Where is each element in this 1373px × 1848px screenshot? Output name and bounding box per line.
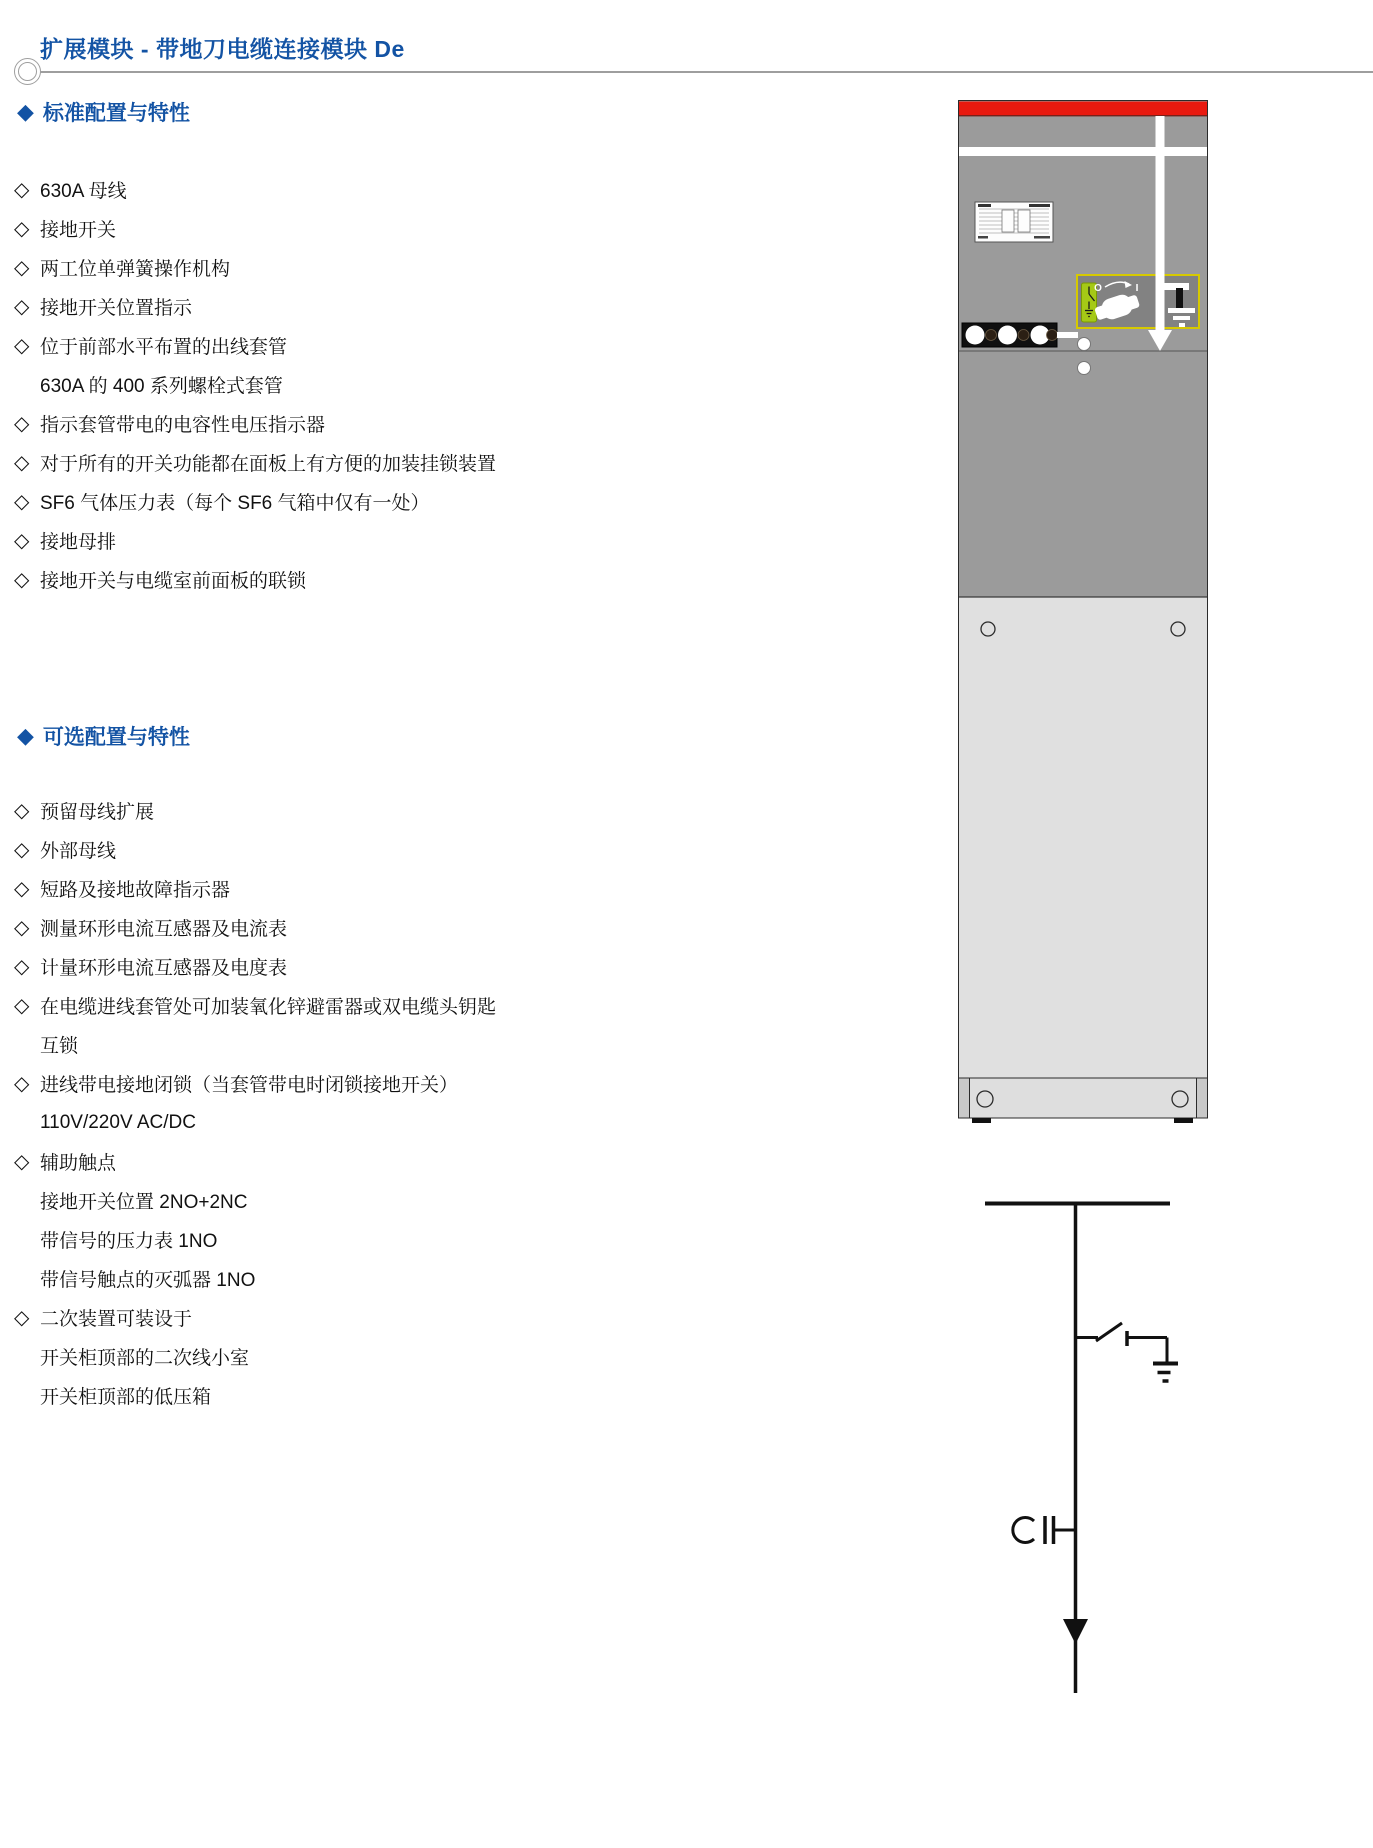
list-item-text: 短路及接地故障指示器 xyxy=(40,880,231,901)
diamond-bullet-icon: ◇ xyxy=(14,451,30,474)
indicator-lamp xyxy=(1078,338,1091,351)
divider-ring-icon xyxy=(14,58,41,85)
list-item-text: 位于前部水平布置的出线套管 xyxy=(40,337,288,358)
mimic-busbar-line xyxy=(959,147,1207,156)
heading-diamond-icon: ◆ xyxy=(17,723,34,748)
diamond-bullet-icon: ◇ xyxy=(14,1150,30,1173)
diamond-bullet-icon: ◇ xyxy=(14,877,30,900)
list-item xyxy=(14,1103,734,1142)
diamond-bullet-icon: ◇ xyxy=(14,955,30,978)
diamond-bullet-icon: ◇ xyxy=(14,529,30,552)
list-item-text: 630A 母线 xyxy=(40,181,127,202)
indicator-lamp xyxy=(1078,362,1091,375)
list-item xyxy=(14,170,734,209)
list-item xyxy=(14,365,734,404)
list-item xyxy=(14,248,734,287)
cable-compartment-door xyxy=(959,597,1207,1078)
list-item xyxy=(14,1181,734,1220)
list-item xyxy=(14,908,734,947)
list-item-text: 进线带电接地闭锁（当套管带电时闭锁接地开关） xyxy=(40,1075,459,1096)
list-item-text: 两工位单弹簧操作机构 xyxy=(40,259,231,280)
list-item xyxy=(14,1025,734,1064)
diamond-bullet-icon: ◇ xyxy=(14,217,30,240)
knob-label-off: O xyxy=(1094,283,1102,294)
list-item xyxy=(14,209,734,248)
diamond-bullet-icon: ◇ xyxy=(14,799,30,822)
list-item-text: SF6 气体压力表（每个 SF6 气箱中仅有一处） xyxy=(40,493,430,514)
list-item-text: 带信号触点的灭弧器 1NO xyxy=(40,1270,256,1291)
diamond-bullet-icon: ◇ xyxy=(14,178,30,201)
list-item-text: 对于所有的开关功能都在面板上有方便的加装挂锁装置 xyxy=(40,454,497,475)
list-item xyxy=(14,560,734,599)
list-item xyxy=(14,986,734,1025)
cabinet-figure xyxy=(958,100,1208,1125)
list-item-text: 开关柜顶部的二次线小室 xyxy=(40,1348,250,1369)
list-item-text: 辅助触点 xyxy=(40,1153,117,1174)
list-item-text: 外部母线 xyxy=(40,841,117,862)
stripe-shadow xyxy=(959,115,1207,116)
list-item-text: 接地开关位置指示 xyxy=(40,298,193,319)
list-item xyxy=(14,1376,734,1415)
list-item-text: 指示套管带电的电容性电压指示器 xyxy=(40,415,326,436)
page-title: 扩展模块 - 带地刀电缆连接模块 De xyxy=(40,36,405,62)
list-item xyxy=(14,326,734,365)
list-item-text: 带信号的压力表 1NO xyxy=(40,1231,218,1252)
nameplate xyxy=(975,202,1053,242)
section-heading-text: 可选配置与特性 xyxy=(42,726,190,749)
list-item-text: 在电缆进线套管处可加装氧化锌避雷器或双电缆头钥匙 xyxy=(40,997,497,1018)
list-item xyxy=(14,1064,734,1103)
list-item-text: 接地开关与电缆室前面板的联锁 xyxy=(40,571,307,592)
voltage-indicator-symbol xyxy=(1013,1516,1074,1544)
feature-list-optional xyxy=(14,791,734,1415)
schematic-figure xyxy=(985,1195,1185,1705)
list-item-text: 二次装置可装设于 xyxy=(40,1309,193,1330)
section-heading-standard xyxy=(17,97,190,127)
feature-list-standard xyxy=(14,170,734,599)
list-item-text: 预留母线扩展 xyxy=(40,802,155,823)
list-item-text: 接地开关 xyxy=(40,220,117,241)
cable-arrow-icon xyxy=(1063,1619,1088,1644)
list-item xyxy=(14,947,734,986)
diamond-bullet-icon: ◇ xyxy=(14,256,30,279)
diamond-bullet-icon: ◇ xyxy=(14,838,30,861)
list-item xyxy=(14,1337,734,1376)
diamond-bullet-icon: ◇ xyxy=(14,916,30,939)
diamond-bullet-icon: ◇ xyxy=(14,994,30,1017)
diamond-bullet-icon: ◇ xyxy=(14,295,30,318)
earthing-switch-symbol xyxy=(1075,1323,1167,1364)
list-item xyxy=(14,1298,734,1337)
list-item-text: 互锁 xyxy=(40,1036,79,1057)
ground-symbol-icon xyxy=(1153,1364,1178,1382)
heading-diamond-icon: ◆ xyxy=(17,99,34,124)
mimic-feeder-line xyxy=(1156,116,1165,332)
list-item xyxy=(14,869,734,908)
base-plinth xyxy=(959,1078,1208,1123)
diamond-bullet-icon: ◇ xyxy=(14,334,30,357)
list-item-text: 接地母排 xyxy=(40,532,117,553)
list-item-text: 计量环形电流互感器及电度表 xyxy=(40,958,288,979)
section-heading-optional xyxy=(17,721,190,751)
list-item xyxy=(14,521,734,560)
list-item xyxy=(14,1142,734,1181)
list-item xyxy=(14,830,734,869)
list-item xyxy=(14,482,734,521)
diamond-bullet-icon: ◇ xyxy=(14,1306,30,1329)
diamond-bullet-icon: ◇ xyxy=(14,412,30,435)
list-item xyxy=(14,1259,734,1298)
list-item xyxy=(14,443,734,482)
list-item xyxy=(14,1220,734,1259)
knob-label-on: I xyxy=(1135,283,1139,294)
section-heading-text: 标准配置与特性 xyxy=(42,102,190,125)
list-item-text: 630A 的 400 系列螺栓式套管 xyxy=(40,376,283,397)
list-item xyxy=(14,791,734,830)
list-item-text: 测量环形电流互感器及电流表 xyxy=(40,919,288,940)
list-item-text: 110V/220V AC/DC xyxy=(40,1111,196,1133)
list-item-text: 接地开关位置 2NO+2NC xyxy=(40,1192,248,1213)
red-top-stripe xyxy=(959,102,1207,116)
diamond-bullet-icon: ◇ xyxy=(14,568,30,591)
earth-blade-icon xyxy=(1176,288,1183,308)
list-item xyxy=(14,287,734,326)
title-divider xyxy=(22,71,1373,73)
list-item xyxy=(14,404,734,443)
diamond-bullet-icon: ◇ xyxy=(14,1072,30,1095)
diamond-bullet-icon: ◇ xyxy=(14,490,30,513)
list-item-text: 开关柜顶部的低压箱 xyxy=(40,1387,212,1408)
